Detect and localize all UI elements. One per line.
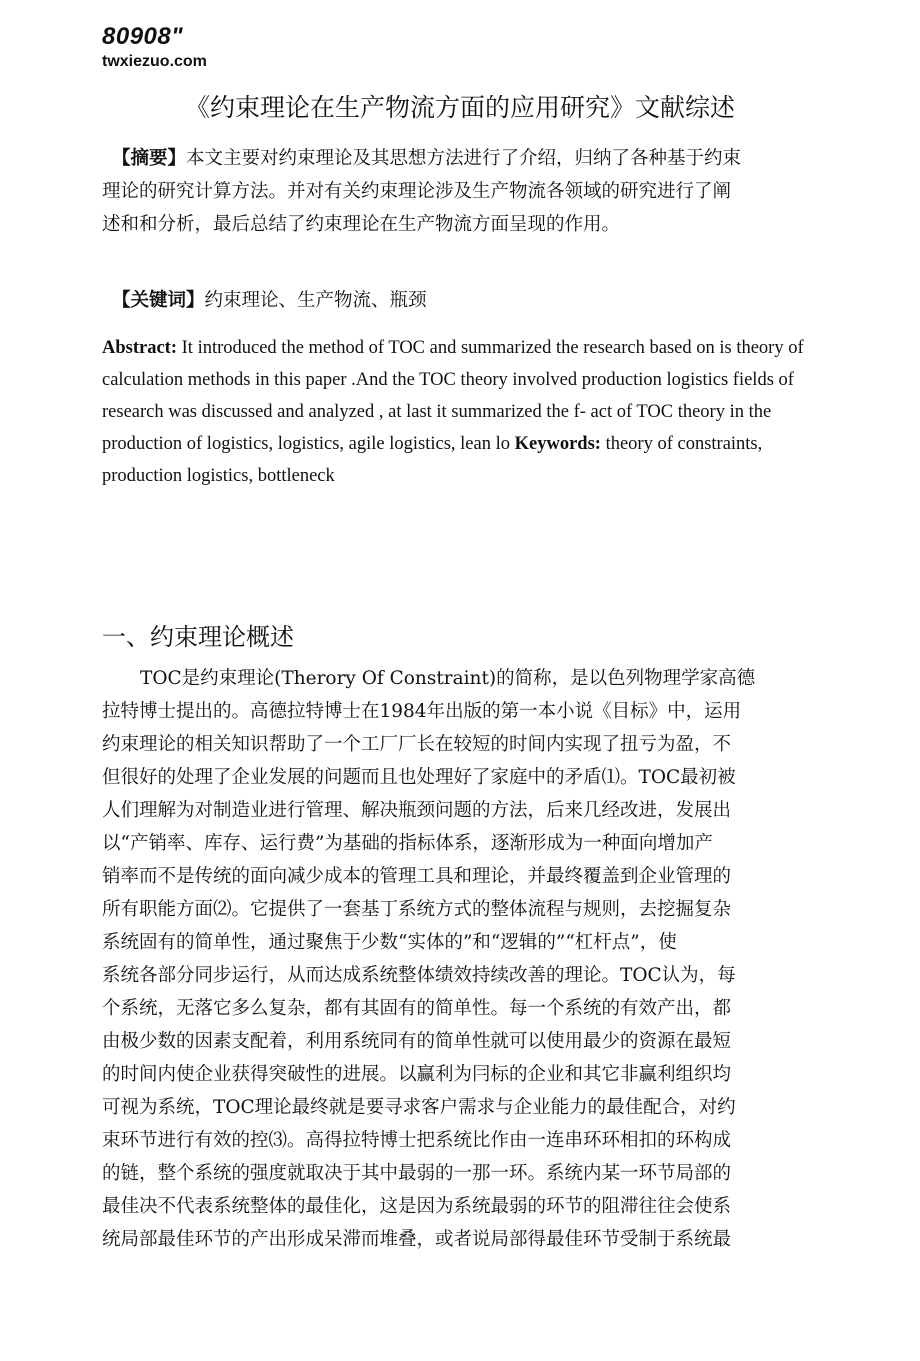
body-line: 约束理论的相关知识帮助了一个工厂厂长在较短的时间内实现了扭亏为盈，不: [102, 734, 732, 755]
body-line: 的链，整个系统的强度就取决于其中最弱的一那一环。系统内某一环节局部的: [102, 1163, 732, 1184]
english-abstract-text: It introduced the method of TOC and summarized the research based on is theory of calculation methods in this paper .And the TOC theory involved production logistics fields of research was discussed and analyzed , at last it summarized the f- act of TOC theory in the production of logistics, logistics, agile logistics, lean lo: [102, 338, 804, 454]
chinese-abstract-line-3: 述和和分析，最后总结了约束理论在生产物流方面呈现的作用。: [102, 214, 621, 235]
body-line: 统局部最佳环节的产出形成呆滞而堆叠，或者说局部得最佳环节受制于系统最: [102, 1229, 732, 1250]
watermark: [102, 22, 207, 72]
body-line: 的时间内使企业获得突破性的进展。以赢利为冃标的企业和其它非赢利组织均: [102, 1064, 732, 1085]
body-line: 个系统，无落它多么复杂，都有其固有的简单性。每一个系统的有效产出，都: [102, 998, 732, 1019]
body-line: TOC是约束理论(Therory Of Constraint)的简称，是以色列物理学家高德: [140, 668, 756, 689]
english-keywords-label: Keywords:: [514, 434, 601, 454]
body-line: 由极少数的因素支配着，利用系统同有的简单性就可以使用最少的资源在最短: [102, 1031, 732, 1052]
english-keywords-text: theory of constraints, production logistics, bottleneck: [102, 434, 763, 486]
chinese-abstract: [102, 142, 788, 241]
body-line: 最佳决不代表系统整体的最佳化，这是因为系统最弱的环节的阻滞往往会使系: [102, 1196, 732, 1217]
body-line: 可视为系统，TOC理论最终就是要寻求客户需求与企业能力的最佳配合，对约: [102, 1097, 736, 1118]
body-line: 人们理解为对制造业进行管理、解决瓶颈问题的方法，后来几经改进，发展出: [102, 800, 732, 821]
document-title: 《约束理论在生产物流方面的应用研究》文献综述: [184, 93, 735, 122]
body-line: 所有职能方面⑵。它提供了一套基丁系统方式的整体流程与规则，去挖掘复杂: [102, 899, 732, 920]
body-line: 系统各部分同步运行，从而达成系统整体绩效持续改善的理论。TOC认为，每: [102, 965, 736, 986]
watermark-code: 80908": [102, 23, 184, 50]
english-abstract-label: Abstract:: [102, 338, 178, 358]
chinese-abstract-line-1: 本文主要对约束理论及其思想方法进行了介绍，归纳了各种基于约束: [186, 148, 742, 169]
chinese-keywords: [102, 284, 788, 317]
english-abstract: [102, 332, 814, 492]
chinese-abstract-line-2: 理论的研究计算方法。并对有关约束理论涉及生产物流各领域的研究进行了阐: [102, 181, 732, 202]
body-line: 系统固有的简单性，通过聚焦于少数“实体的”和“逻辑的”“杠杆点”，使: [102, 932, 677, 953]
body-line: 以“产销率、库存、运行费”为基础的指标体系，逐渐形成为一种面向增加产: [102, 833, 713, 854]
body-line: 拉特博士提出的。高德拉特博士在1984年出版的第一本小说《目标》中，运用: [102, 701, 742, 722]
body-line: 但很好的处理了企业发展的问题而且也处理好了家庭中的矛盾⑴。TOC最初被: [102, 767, 736, 788]
chinese-abstract-label: 【摘要】: [112, 148, 187, 169]
section-body: [102, 662, 782, 1256]
chinese-keywords-label: 【关键词】: [112, 290, 205, 311]
watermark-site: twxiezuo.com: [102, 53, 207, 70]
body-line: 销率而不是传统的面向减少成本的管理工具和理论，并最终覆盖到企业管理的: [102, 866, 732, 887]
chinese-keywords-text: 约束理论、生产物流、瓶颈: [204, 290, 427, 311]
section-heading: 一、约束理论概述: [102, 623, 294, 651]
body-line: 束环节进行有效的控⑶。高得拉特博士把系统比作由一连串环环相扣的环构成: [102, 1130, 732, 1151]
